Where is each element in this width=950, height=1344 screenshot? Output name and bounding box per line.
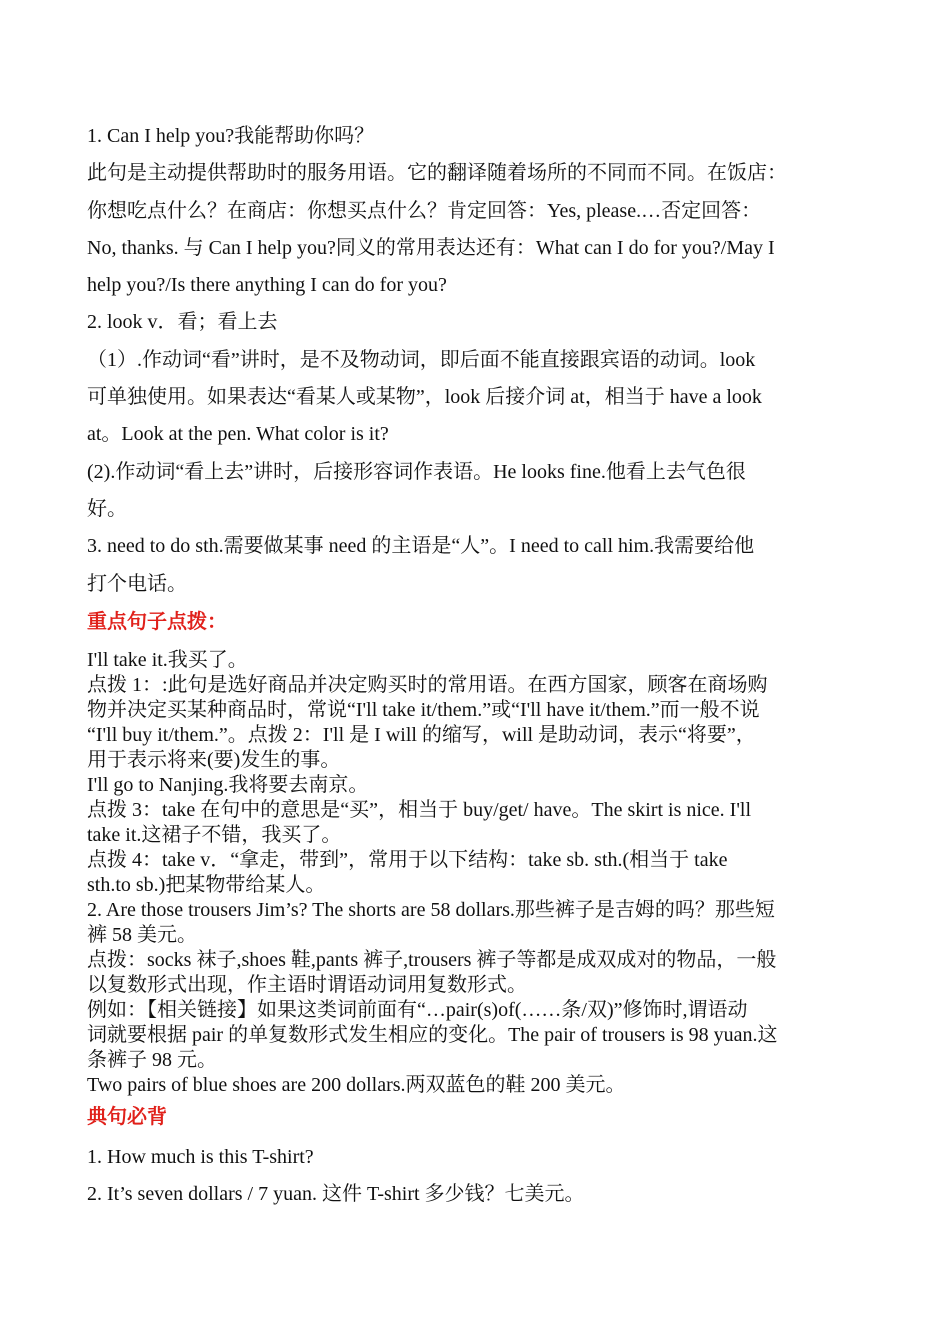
text-line: 物并决定买某种商品时，常说“I'll take it/them.”或“I'll have it/them.”而一般不说 xyxy=(87,698,760,721)
section-1 xyxy=(87,118,867,603)
section-2 xyxy=(87,648,867,1098)
text-line: Two pairs of blue shoes are 200 dollars.两双蓝色的鞋 200 美元。 xyxy=(87,1073,626,1096)
section-heading-key-sentences: 重点句子点拨： xyxy=(87,608,227,633)
text-line: (2).作动词“看上去”讲时，后接形容词作表语。He looks fine.他看上去气色很 xyxy=(87,460,746,483)
text-line: 用于表示将来(要)发生的事。 xyxy=(87,748,341,771)
text-line: 以复数形式出现，作主语时谓语动词用复数形式。 xyxy=(87,973,527,996)
text-line: 条裤子 98 元。 xyxy=(87,1048,217,1071)
document-page xyxy=(87,118,867,1214)
section-heading-must-memorize: 典句必背 xyxy=(87,1103,167,1128)
text-line: 点拨 3：take 在句中的意思是“买”，相当于 buy/get/ have。The skirt is nice. I'll xyxy=(87,798,752,821)
text-line: 此句是主动提供帮助时的服务用语。它的翻译随着场所的不同而不同。在饭店： xyxy=(87,162,787,185)
text-line: 点拨：socks 袜子,shoes 鞋,pants 裤子,trousers 裤子等都是成双成对的物品，一般 xyxy=(87,948,777,971)
text-line: 好。 xyxy=(87,497,127,520)
text-line: 你想吃点什么？在商店：你想买点什么？肯定回答：Yes, please.…否定回答： xyxy=(87,199,762,222)
text-line: 例如：【相关链接】如果这类词前面有“…pair(s)of(……条/双)”修饰时,谓语动 xyxy=(87,998,748,1021)
text-line: 1. Can I help you?我能帮助你吗？ xyxy=(87,125,375,147)
text-line: take it.这裙子不错，我买了。 xyxy=(87,823,342,846)
text-line: 裤 58 美元。 xyxy=(87,923,197,946)
text-line: “I'll buy it/them.”。点拨 2：I'll 是 I will 的缩写，will 是助动词，表示“将要”， xyxy=(87,723,756,746)
text-line: 打个电话。 xyxy=(87,572,187,595)
text-line: （1）.作动词“看”讲时，是不及物动词，即后面不能直接跟宾语的动词。look xyxy=(87,348,756,371)
text-line: 2. Are those trousers Jim’s? The shorts are 58 dollars.那些裤子是吉姆的吗？那些短 xyxy=(87,898,775,921)
text-line: No, thanks. 与 Can I help you?同义的常用表达还有：What can I do for you?/May I xyxy=(87,236,775,259)
text-line: help you?/Is there anything I can do for you? xyxy=(87,274,447,297)
text-line: 词就要根据 pair 的单复数形式发生相应的变化。The pair of trousers is 98 yuan.这 xyxy=(87,1023,778,1046)
text-line: 3. need to do sth.需要做某事 need 的主语是“人”。I need to call him.我需要给他 xyxy=(87,535,755,558)
text-line: 2. look v．看；看上去 xyxy=(87,311,278,334)
section-3 xyxy=(87,1139,867,1214)
text-line: 可单独使用。如果表达“看某人或某物”，look 后接介词 at，相当于 have a look xyxy=(87,386,762,409)
text-line: I'll go to Nanjing.我将要去南京。 xyxy=(87,773,369,796)
text-line: 2. It’s seven dollars / 7 yuan. 这件 T-shirt 多少钱？七美元。 xyxy=(87,1183,585,1206)
text-line: at。Look at the pen. What color is it? xyxy=(87,423,389,446)
text-line: 点拨 4：take v．“拿走，带到”，常用于以下结构：take sb. sth.(相当于 take xyxy=(87,848,728,871)
text-line: 1. How much is this T-shirt? xyxy=(87,1145,314,1168)
text-line: sth.to sb.)把某物带给某人。 xyxy=(87,873,326,896)
text-line: I'll take it.我买了。 xyxy=(87,648,248,671)
text-line: 点拨 1：:此句是选好商品并决定购买时的常用语。在西方国家，顾客在商场购 xyxy=(87,673,768,696)
